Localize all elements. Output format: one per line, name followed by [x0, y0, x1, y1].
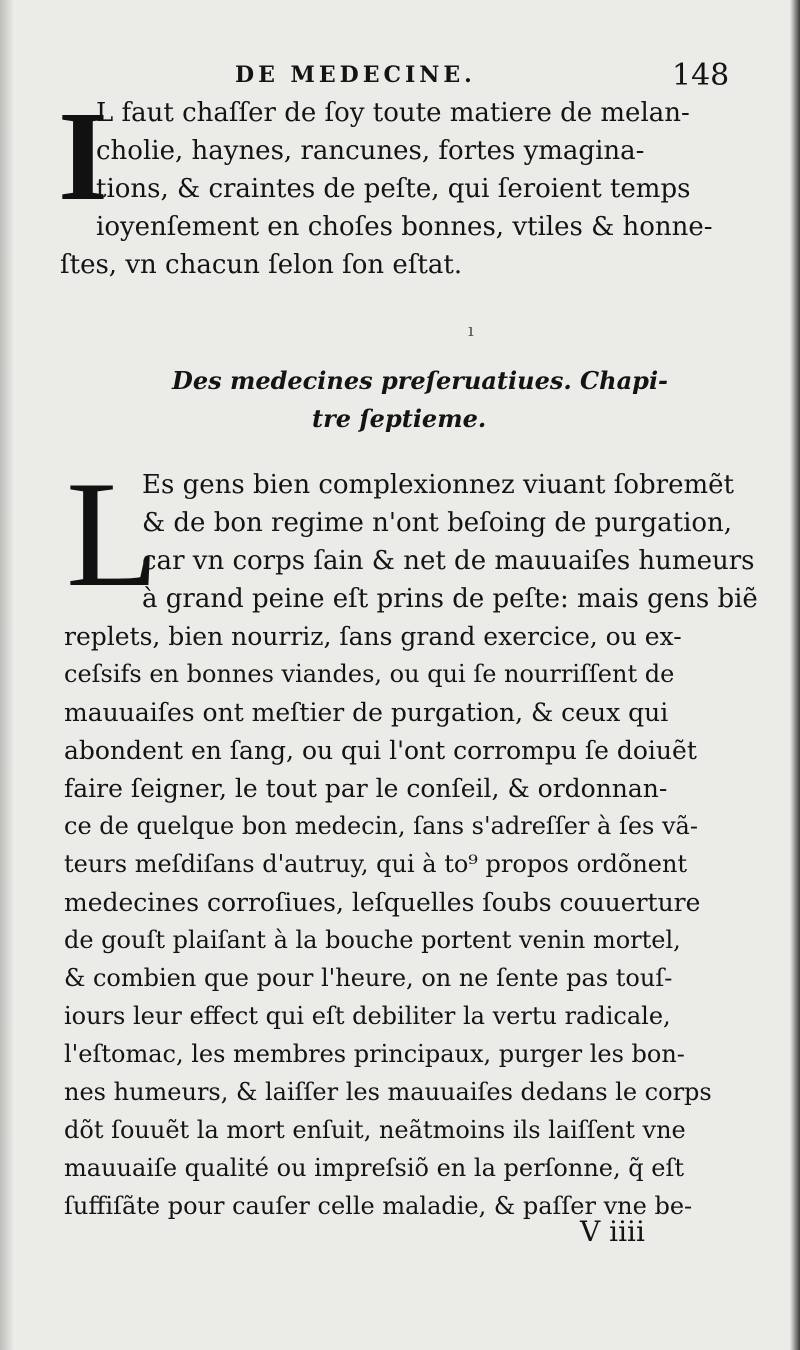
paragraph-2-line-12: medecines corroſiues, leſquelles ſoubs couuerture [64, 888, 701, 917]
paragraph-2-line-7: mauuaiſes ont meſtier de purgation, & ceux qui [64, 698, 669, 727]
running-head: DE MEDECINE. [235, 62, 476, 88]
paragraph-2-line-18: dõt ſouuẽt la mort enſuit, neãtmoins ils laiſſent vne [64, 1116, 686, 1144]
paragraph-2-line-15: iours leur effect qui eſt debiliter la vertu radicale, [64, 1002, 671, 1030]
chapter-heading-line-2: tre ſeptieme. [312, 404, 487, 433]
paragraph-2-line-19: mauuaiſe qualité ou impreſsiõ en la perſonne, q̃ eſt [64, 1154, 684, 1182]
paragraph-2-line-2: & de bon regime n'ont beſoing de purgation, [142, 508, 733, 538]
paragraph-1-line-5: ſtes, vn chacun ſelon ſon eſtat. [60, 250, 463, 280]
paragraph-2-line-4: à grand peine eſt prins de peſte: mais gens biẽ [142, 584, 758, 614]
paragraph-1-line-3: tions, & craintes de peſte, qui ſeroient temps [96, 174, 691, 204]
paragraph-2-line-17: nes humeurs, & laiſſer les mauuaiſes dedans le corps [64, 1078, 712, 1106]
page-number: 148 [672, 58, 730, 93]
drop-cap-l: L [66, 450, 159, 618]
signature-mark: V iiii [580, 1215, 645, 1248]
paragraph-2-line-13: de gouſt plaiſant à la bouche portent venin mortel, [64, 926, 681, 954]
paragraph-2-line-6: ceſsifs en bonnes viandes, ou qui ſe nourriſſent de [64, 660, 675, 688]
paragraph-2-line-20: ſuffiſãte pour cauſer celle maladie, & paſſer vne be- [64, 1192, 693, 1220]
paragraph-2-line-11: teurs meſdiſans d'autruy, qui à to⁹ propos ordõnent [64, 850, 688, 878]
paragraph-2-line-14: & combien que pour l'heure, on ne ſente pas touſ- [64, 964, 673, 992]
paragraph-2-line-16: l'eſtomac, les membres principaux, purger les bon- [64, 1040, 685, 1068]
paragraph-1-line-1: L faut chaſſer de ſoy toute matiere de melan- [96, 98, 690, 128]
paragraph-2-line-3: car vn corps ſain & net de mauuaiſes humeurs [142, 546, 755, 576]
paragraph-2-line-9: faire ſeigner, le tout par le conſeil, & ordonnan- [64, 774, 668, 803]
paragraph-2-line-8: abondent en ſang, ou qui l'ont corrompu ſe doiuẽt [64, 736, 697, 765]
paragraph-2-line-5: replets, bien nourriz, ſans grand exercice, ou ex- [64, 622, 682, 651]
margin-mark: ı [468, 320, 474, 341]
paragraph-1-line-4: ioyenſement en choſes bonnes, vtiles & honne- [96, 212, 713, 242]
chapter-heading-line-1: Des medecines preſeruatiues. Chapi- [172, 366, 669, 395]
drop-cap-i: I [58, 85, 108, 227]
paragraph-2-line-10: ce de quelque bon medecin, ſans s'adreſſer à ſes vã- [64, 812, 698, 840]
paragraph-1-line-2: cholie, haynes, rancunes, fortes ymagina- [96, 136, 645, 166]
paragraph-2-line-1: Es gens bien complexionnez viuant ſobremẽt [142, 470, 734, 500]
